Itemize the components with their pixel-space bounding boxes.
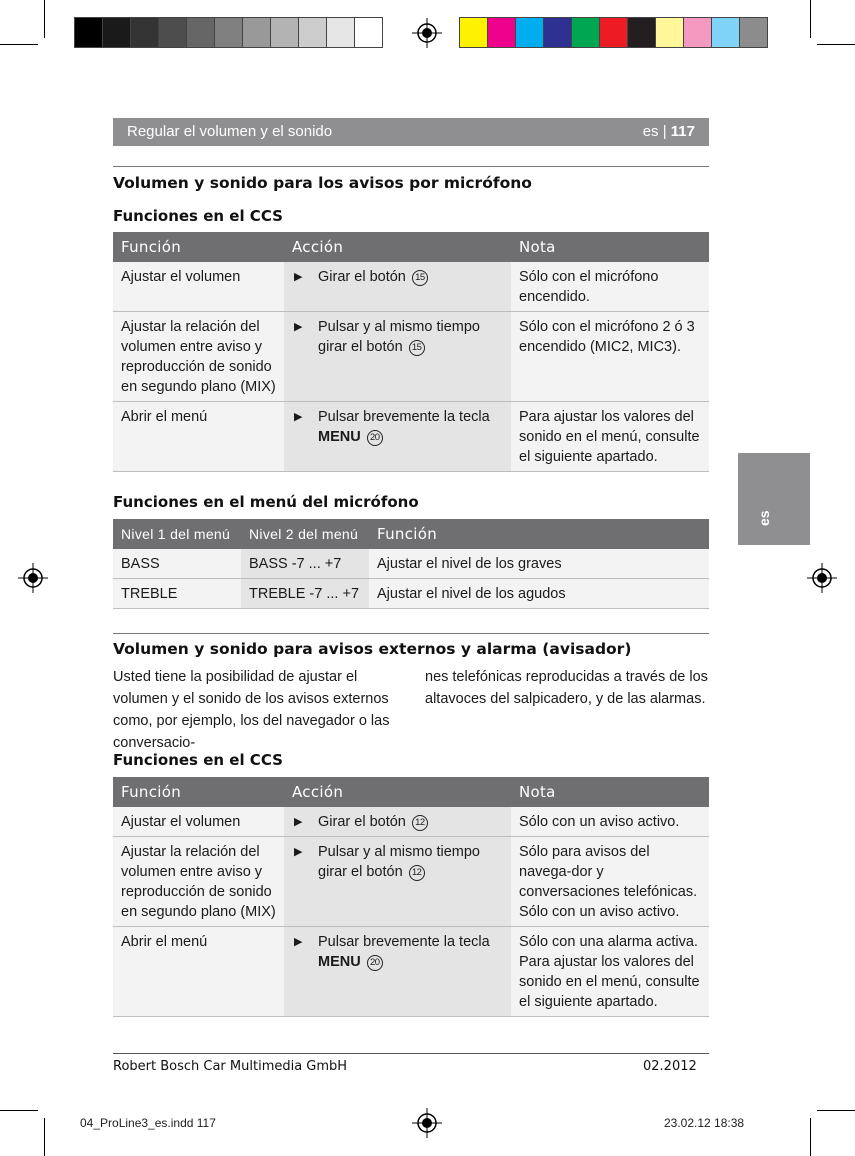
column-header: Acción <box>284 232 511 262</box>
note-cell: Sólo con una alarma activa. Para ajustar los valores del sonido en el menú, consulte el siguiente apartado. <box>511 927 709 1017</box>
color-swatch <box>74 17 103 48</box>
color-swatch <box>242 17 271 48</box>
subsection-title: Funciones en el CCS <box>113 751 283 769</box>
note-cell: Sólo para avisos del navega-dor y conversaciones telefónicas. Sólo con un aviso activo. <box>511 837 709 927</box>
arrow-bullet-icon: ▶ <box>294 271 303 283</box>
action-cell: ▶ Girar el botón 15 <box>284 262 511 312</box>
note-cell: Para ajustar los valores del sonido en el menú, consulte el siguiente apartado. <box>511 402 709 472</box>
color-swatch <box>270 17 299 48</box>
arrow-bullet-icon: ▶ <box>294 816 303 828</box>
menu-level1-cell: BASS <box>113 549 241 579</box>
function-cell: Ajustar la relación del volumen entre aviso y reproducción de sonido en segundo plano (MIX) <box>113 837 284 927</box>
section-title: Volumen y sonido para los avisos por micrófono <box>113 174 532 192</box>
section-title: Volumen y sonido para avisos externos y alarma (avisador) <box>113 640 632 658</box>
control-number-badge: 20 <box>367 955 383 971</box>
table-row <box>113 837 709 927</box>
header-page-number: es | 117 <box>642 123 695 140</box>
color-swatch <box>571 17 600 48</box>
control-number-badge: 15 <box>409 340 425 356</box>
column-header: Nivel 2 del menú <box>241 519 369 549</box>
color-swatch <box>158 17 187 48</box>
table-row <box>113 402 709 472</box>
body-paragraph: nes telefónicas reproducidas a través de los altavoces del salpicadero, y de las alarmas. <box>425 669 708 707</box>
language-tab-label: es <box>756 510 772 526</box>
crop-mark <box>0 44 38 45</box>
section-divider <box>113 633 709 634</box>
menu-level2-cell: BASS -7 ... +7 <box>241 549 369 579</box>
arrow-bullet-icon: ▶ <box>294 321 303 333</box>
arrow-bullet-icon: ▶ <box>294 411 303 423</box>
action-cell: ▶ Pulsar brevemente la tecla MENU 20 <box>284 927 511 1017</box>
control-number-badge: 12 <box>412 815 428 831</box>
column-header: Acción <box>284 777 511 807</box>
subsection-title: Funciones en el CCS <box>113 207 283 225</box>
function-cell: Ajustar el nivel de los agudos <box>369 579 709 609</box>
subsection-title: Funciones en el menú del micrófono <box>113 493 419 511</box>
column-header: Función <box>113 232 284 262</box>
language-tab <box>738 453 810 545</box>
mic-menu-table <box>113 519 709 609</box>
table-row <box>113 927 709 1017</box>
function-cell: Ajustar el volumen <box>113 262 284 312</box>
color-swatch <box>459 17 488 48</box>
crop-mark <box>0 1110 38 1111</box>
column-header: Nivel 1 del menú <box>113 519 241 549</box>
note-cell: Sólo con el micrófono 2 ó 3 encendido (MIC2, MIC3). <box>511 312 709 402</box>
registration-mark-icon <box>18 563 48 593</box>
note-cell: Sólo con el micrófono encendido. <box>511 262 709 312</box>
column-header: Nota <box>511 232 709 262</box>
column-header: Función <box>369 519 709 549</box>
action-cell: ▶ Girar el botón 12 <box>284 807 511 837</box>
function-cell: Abrir el menú <box>113 402 284 472</box>
column-header: Función <box>113 777 284 807</box>
crop-mark <box>44 1118 45 1156</box>
crop-mark <box>44 0 45 38</box>
crop-mark <box>810 1118 811 1156</box>
color-swatch <box>683 17 712 48</box>
body-paragraph: Usted tiene la posibilidad de ajustar el volumen y el sonido de los avisos externos como, por ejemplo, los del navegador o las conversacio- <box>113 669 390 751</box>
action-cell: ▶ Pulsar y al mismo tiempo girar el botón 15 <box>284 312 511 402</box>
function-cell: Ajustar el volumen <box>113 807 284 837</box>
process-color-bar <box>460 17 768 48</box>
ccs-functions-table-mic <box>113 232 709 472</box>
registration-mark-icon <box>807 563 837 593</box>
table-row <box>113 579 709 609</box>
note-cell: Sólo con un aviso activo. <box>511 807 709 837</box>
color-swatch <box>186 17 215 48</box>
color-swatch <box>487 17 516 48</box>
footer-divider <box>113 1053 709 1054</box>
registration-mark-icon <box>412 1108 442 1138</box>
menu-level1-cell: TREBLE <box>113 579 241 609</box>
control-number-badge: 15 <box>412 270 428 286</box>
crop-mark <box>817 1110 855 1111</box>
print-slug-timestamp: 23.02.12 18:38 <box>664 1116 745 1130</box>
arrow-bullet-icon: ▶ <box>294 936 303 948</box>
footer-company: Robert Bosch Car Multimedia GmbH <box>113 1059 348 1074</box>
color-swatch <box>326 17 355 48</box>
color-swatch <box>599 17 628 48</box>
color-swatch <box>739 17 768 48</box>
print-slug-file: 04_ProLine3_es.indd 117 <box>80 1116 216 1130</box>
control-number-badge: 12 <box>409 865 425 881</box>
footer-date: 02.2012 <box>643 1059 697 1074</box>
table-row <box>113 549 709 579</box>
running-header <box>113 118 709 146</box>
control-number-badge: 20 <box>367 430 383 446</box>
menu-level2-cell: TREBLE -7 ... +7 <box>241 579 369 609</box>
color-swatch <box>298 17 327 48</box>
registration-mark-icon <box>412 18 442 48</box>
color-swatch <box>102 17 131 48</box>
column-header: Nota <box>511 777 709 807</box>
gray-color-bar <box>75 17 383 48</box>
color-swatch <box>214 17 243 48</box>
color-swatch <box>515 17 544 48</box>
color-swatch <box>627 17 656 48</box>
table-row <box>113 262 709 312</box>
color-swatch <box>130 17 159 48</box>
header-title: Regular el volumen y el sonido <box>127 123 333 140</box>
action-cell: ▶ Pulsar brevemente la tecla MENU 20 <box>284 402 511 472</box>
function-cell: Ajustar el nivel de los graves <box>369 549 709 579</box>
action-cell: ▶ Pulsar y al mismo tiempo girar el botón 12 <box>284 837 511 927</box>
crop-mark <box>810 0 811 38</box>
table-row <box>113 312 709 402</box>
color-swatch <box>655 17 684 48</box>
crop-mark <box>817 44 855 45</box>
table-row <box>113 807 709 837</box>
arrow-bullet-icon: ▶ <box>294 846 303 858</box>
function-cell: Abrir el menú <box>113 927 284 1017</box>
ccs-functions-table-external <box>113 777 709 1017</box>
color-swatch <box>354 17 383 48</box>
color-swatch <box>543 17 572 48</box>
function-cell: Ajustar la relación del volumen entre aviso y reproducción de sonido en segundo plano (MIX) <box>113 312 284 402</box>
section-divider <box>113 166 709 167</box>
color-swatch <box>711 17 740 48</box>
